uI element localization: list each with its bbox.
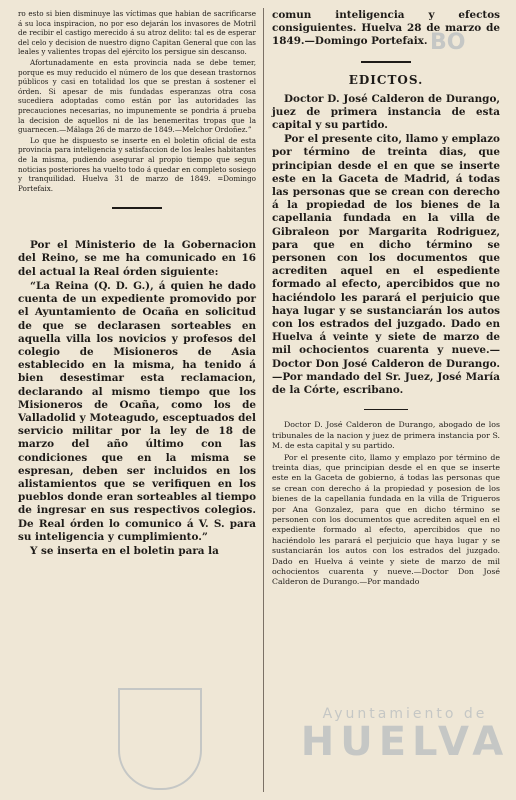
left-column [18, 0, 256, 558]
paragraph-motril: ro esto si bien disminuye las víctimas que habian de sacrificarse á su loca inspiracion, no por eso dejarán los invasores de Motril de recibir el castigo merecido á su atroz delito: tal es de esperar del celo y decision de nuestro digno Capitan General que con las leales y valientes tropas del ejército los persigue sin descanso. [18, 9, 256, 57]
edicto-trigueros [272, 420, 500, 588]
paragraph-lo-que-he-dispuesto: Lo que he dispuesto se inserte en el boletin oficial de esta provincia para inteligencia y satisfaccion de los leales habitantes de la misma, pudiendo asegurar al propio tiempo que segun noticias posteriores ha vuelto todo á quedar en completo sosiego y tranquilidad. Huelva 31 de marzo de 1849. =Domingo Portefaix. [18, 135, 256, 193]
edicto1-body: Por el presente cito, llamo y emplazo por término de treinta dias, que principian desde el en que se inserte este en la Gaceta de Madrid, á todas las personas que se crean con derecho á la propiedad de los bienes de la capellania fundada en la villa de Gibraleon por Margarita Rodriguez, para que en dicho término se personen con los documentos que acrediten aquel en el espediente formado al efecto, apercibidos que no haciéndolo les parará el perjuicio que haya lugar y se sustanciarán los autos con los estrados del juzgado. Dado en Huelva á veinte y siete de marzo de mil ochocientos cuarenta y nueve.—Doctor Don José Calderon de Durango.—Por mandado del Sr. Juez, José María de la Córte, escribano. [272, 133, 500, 397]
column-divider [263, 8, 264, 792]
watermark-top-text: Ayuntamiento de [322, 706, 488, 722]
right-column [272, 0, 500, 588]
watermark-seal-icon [118, 688, 202, 790]
ministerio-closing: Y se inserta en el boletin para la [30, 544, 219, 557]
left-top-text [18, 9, 256, 193]
paragraph-afortunadamente: Afortunadamente en esta provincia nada se debe temer, porque es muy reducido el número de los que desean trastornos públicos y casi en totalidad los que se prestan á sostener el órden. Si apesar de mis fundadas esperanzas otra cosa sucediera adoptadas como están por las autoridades las precauciones necesarias, no impunemente se pondria á prueba la decision de aquellos ni de las benemeritas tropas que la guarnecen.—Málaga 26 de marzo de 1849.—Melchor Ordoñez.” [18, 57, 256, 135]
section-rule-right [361, 61, 411, 63]
section-title-edictos: EDICTOS. [348, 72, 424, 87]
right-continuation [272, 9, 500, 49]
edicto2-header: Doctor D. José Calderon de Durango, abogado de los tribunales de la nacion y juez de primera instancia por S. M. de esta capital y su partido. [272, 420, 500, 451]
real-orden-text: “La Reina (Q. D. G.), á quien he dado cuenta de un expediente promovido por el Ayuntamiento de Ocaña en solicitud de que se declarasen sorteables en aquella villa los novicios y profesos del colegio de Misioneros de Asia establecido en la misma, ha tenido á bien desestimar esta reclamacion, declarando al mismo tiempo que los Misioneros de Ocaña, como los de Valladolid y Moteagudo, esceptuados del servicio militar por la ley de 18 de marzo del año último con las condiciones que en la misma se espresan, deben ser incluidos en los alistamientos que se verifiquen en los pueblos donde eran sorteables al tiempo de ingresar en sus respectivos colegios. De Real órden lo comunico á V. S. para su inteligencia y cumplimiento.” [18, 279, 256, 543]
edicto1-header: Doctor D. José Calderon de Durango, juez de primera instancia de esta capital y su partido. [272, 92, 500, 132]
watermark [300, 706, 510, 765]
ministerio-intro: Por el Ministerio de la Gobernacion del Reino, se me ha comunicado en 16 del actual la Real órden siguiente: [18, 239, 256, 278]
edicto-gibraleon [272, 93, 500, 398]
edicto2-body: Por el presente cito, llamo y emplazo por término de treinta dias, que principian desde el en que se inserte este en la Gaceta de gobierno, á todas las personas que se crean con derecho á la propiedad y posesion de los bienes de la capellania fundada en la villa de Trigueros por Ana Gonzalez, para que en dicho término se personen con los documentos que acrediten aquel en el expediente formado al efecto, apercibidos que no haciéndolo les parará el perjuicio que haya lugar y se sustanciarán los autos con los estrados del juzgado. Dado en Huelva á veinte y siete de marzo de mil ochocientos cuarenta y nueve.—Doctor Don José Calderon de Durango.—Por mandado [272, 452, 500, 587]
continuation-text: comun inteligencia y efectos consiguientes. Huelva 28 de marzo de 1849.—Domingo Portefaix. [272, 9, 500, 48]
watermark-corner-text: BO [430, 30, 466, 55]
ministerio-section [18, 239, 256, 558]
watermark-main-text: HUELVA [300, 719, 510, 765]
